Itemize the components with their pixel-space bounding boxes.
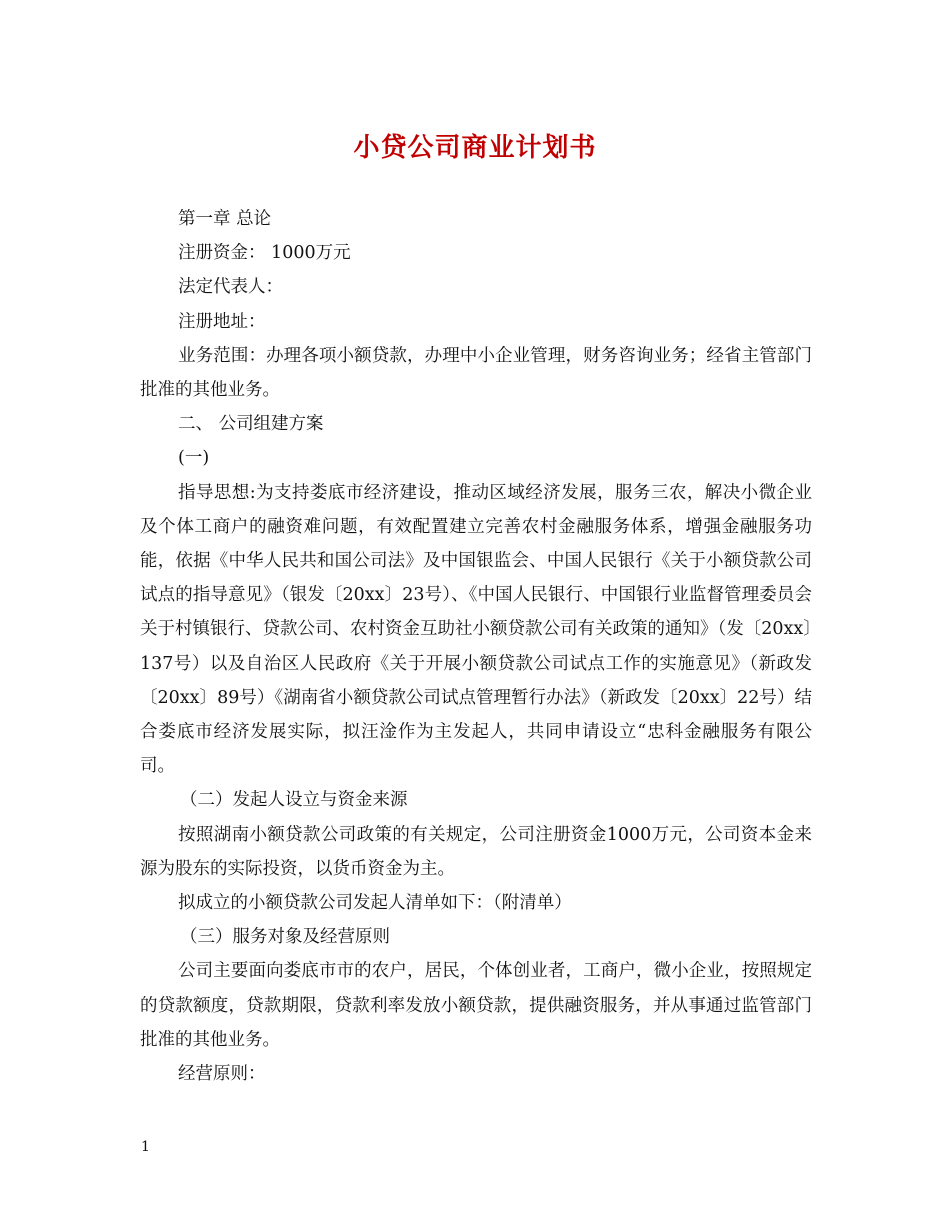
capital-source-paragraph: 按照湖南小额贷款公司政策的有关规定，公司注册资金1000万元，公司资本金来源为股东的实际投资，以货币资金为主。 (140, 824, 812, 879)
subsection-marker-1: (一) (178, 448, 210, 469)
guiding-ideology-paragraph: 指导思想:为支持娄底市经济建设，推动区域经济发展，服务三农，解决小微企业及个体工商户的融资难问题，有效配置建立完善农村金融服务体系，增强金融服务功能，依据《中华人民共和国公司法》及中国银监会、中国人民银行《关于小额贷款公司试点的指导意见》（银发〔20xx〕23号）、《中国人民银行、中国银行业监督管理委员会关于村镇银行、贷款公司、农村资金互助社小额贷款公司有关政策的通知》（发〔20xx〕137号）以及自治区人民政府《关于开展小额贷款公司试点工作的实施意见》（新政发〔20xx〕89号）《湖南省小额贷款公司试点管理暂行办法》（新政发〔20xx〕22号）结合娄底市经济发展实际，拟汪淦作为主发起人，共同申请设立“忠科金融服务有限公司。 (140, 482, 813, 777)
section-heading-company-plan: 二、 公司组建方案 (178, 414, 324, 435)
business-scope-paragraph: 业务范围：办理各项小额贷款，办理中小企业管理，财务咨询业务；经省主管部门批准的其他业务。 (140, 345, 812, 401)
page-number: 1 (141, 1139, 150, 1155)
subsection-heading-service: （三）服务对象及经营原则 (180, 927, 390, 948)
service-target-paragraph: 公司主要面向娄底市市的农户，居民，个体创业者，工商户，微小企业，按照规定的贷款额度，贷款期限，贷款利率发放小额贷款，提供融资服务，并从事通过监管部门批准的其他业务。 (140, 961, 812, 1050)
initiator-list-line: 拟成立的小额贷款公司发起人清单如下：（附清单） (178, 893, 572, 914)
chapter-heading: 第一章 总论 (178, 209, 272, 229)
document-body (140, 202, 812, 1091)
registered-capital-line: 注册资金： 1000万元 (178, 243, 351, 264)
document-title: 小贷公司商业计划书 (353, 133, 597, 163)
subsection-heading-initiators: （二）发起人设立与资金来源 (180, 790, 408, 811)
legal-representative-line: 法定代表人： (178, 277, 283, 298)
registered-address-line: 注册地址： (178, 311, 266, 332)
operating-principles-line: 经营原则： (178, 1064, 266, 1085)
